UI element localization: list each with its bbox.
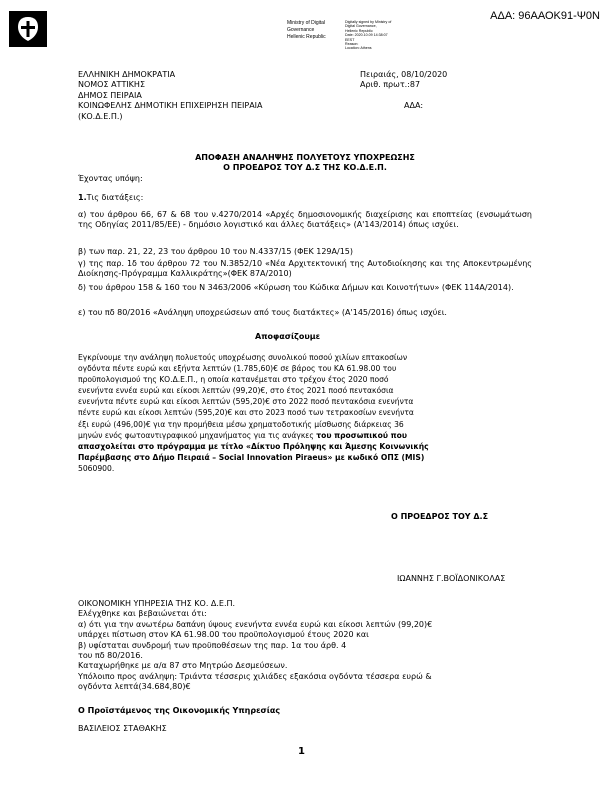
- decision-body: Εγκρίνουμε την ανάληψη πολυετούς υποχρέωσης συνολικού ποσού χιλίων επτακοσίων ογδόντα πέντε ευρώ και εξήντα λεπτών (1.785,60)€ σε βάρος του ΚΑ 61.98.00 του προϋπολογισμού της ΚΟ.Δ.Ε.Π., η οποία κατανέμεται στο τρέχον έτος 2020 ποσό ενενήντα εννέα ευρώ και είκοσι λεπτών (99,20)€, στο έτος 2021 ποσό πεντακόσια ενενήντα πέντε ευρώ και είκοσι λεπτών (595,20)€ στο 2022 ποσό πεντακόσια ενενήντα πέντε ευρώ και είκοσι λεπτών (595,20)€ και στο 2023 ποσό των τετρακοσίων ενενήντα έξι ευρώ (496,00)€ για την προμήθεια μέσω χρηματοδοτικής μίσθωσης διάρκειας 36 μηνών ενός φωτοαντιγραφικού μηχανήματος για τις ανάγκες του προσωπικού που απασχολείται στο πρόγραμμα με τίτλο «Δίκτυο Πρόληψης και Άμεσης Κοινωνικής Παρέμβασης στο Δήμο Πειραιά – Social Innovation Piraeus» με κωδικό ΟΠΣ (MIS) 5060900.: [78, 353, 429, 473]
- clause-b: β) των παρ. 21, 22, 23 του άρθρου 10 του Ν.4337/15 (ΦΕΚ 129Α/15): [78, 247, 353, 256]
- clause-c: γ) της παρ. 1δ του άρθρου 72 του Ν.3852/10 «Νέα Αρχιτεκτονική της Αυτοδιοίκησης και της Αποκεντρωμένης Διοίκησης-Πρόγραμμα Καλλικράτης»(ΦΕΚ 87Α/2010): [78, 259, 532, 279]
- president-name: ΙΩΑΝΝΗΣ Γ.ΒΟΪΔΟΝΙΚΟΛΑΣ: [397, 574, 506, 583]
- having-regard: Έχοντας υπόψη:: [78, 174, 143, 183]
- ministry-stamp: Ministry of Digital Governance Hellenic Republic: [287, 20, 326, 40]
- ada-code: ΑΔΑ: 96ΑΑΟΚ91-Ψ0Ν: [490, 10, 600, 22]
- finance-head-name: ΒΑΣΙΛΕΙΟΣ ΣΤΑΘΑΚΗΣ: [78, 724, 167, 733]
- provisions-heading: 1.Τις διατάξεις:: [78, 193, 144, 202]
- document-title: ΑΠΟΦΑΣΗ ΑΝΑΛΗΨΗΣ ΠΟΛΥΕΤΟΥΣ ΥΠΟΧΡΕΩΣΗΣ: [195, 153, 415, 162]
- document-subtitle: Ο ΠΡΟΕΔΡΟΣ ΤΟΥ Δ.Σ ΤΗΣ ΚΟ.Δ.Ε.Π.: [223, 163, 387, 172]
- issuer-block: ΕΛΛΗΝΙΚΗ ΔΗΜΟΚΡΑΤΙΑ ΝΟΜΟΣ ΑΤΤΙΚΗΣ ΔΗΜΟΣ ΠΕΙΡΑΙΑ ΚΟΙΝΩΦΕΛΗΣ ΔΗΜΟΤΙΚΗ ΕΠΙΧΕΙΡΗΣΗ ΠΕΙΡΑΙΑ (ΚΟ.Δ.Ε.Π.): [78, 70, 263, 121]
- digital-signature-block: Digitally signed by Ministry of Digital Governance, Hellenic Republic Date: 2020.10.09 14:38:07 EEST Reason: Location: Athens: [345, 20, 392, 51]
- clause-e: ε) του πδ 80/2016 «Ανάληψη υποχρεώσεων από τους διατάκτες» (Α'145/2016) όπως ισχύει.: [78, 308, 447, 317]
- finance-service-block: ΟΙΚΟΝΟΜΙΚΗ ΥΠΗΡΕΣΙΑ ΤΗΣ ΚΟ. Δ.Ε.Π. Ελέγχθηκε και βεβαιώνεται ότι: α) ότι για την ανωτέρω δαπάνη ύψους ενενήντα εννέα ευρώ και είκοσι λεπτών (99,20)€ υπάρχει πίστωση στον ΚΑ 61.98.00 του προϋπολογισμού έτους 2020 και β) υφίσταται συνδρομή των προϋποθέσεων της παρ. 1α του άρθ. 4 του πδ 80/2016. Καταχωρήθηκε με α/α 87 στο Μητρώο Δεσμεύσεων. Υπόλοιπο προς ανάληψη: Τριάντα τέσσερις χιλιάδες εξακόσια ογδόντα τέσσερα ευρώ & ογδόντα λεπτά(34.684,80)€: [78, 599, 433, 692]
- clause-d: δ) του άρθρου 158 & 160 του Ν 3463/2006 «Κύρωση του Κώδικα Δήμων και Κοινοτήτων» (ΦΕΚ 114Α/2014).: [78, 283, 514, 292]
- decide-heading: Αποφασίζουμε: [255, 332, 321, 341]
- ada-label: ΑΔΑ:: [404, 101, 424, 110]
- finance-head-title: Ο Προϊστάμενος της Οικονομικής Υπηρεσίας: [78, 706, 281, 715]
- clause-a: α) του άρθρου 66, 67 & 68 του ν.4270/2014 «Αρχές δημοσιονομικής διαχείρισης και εποπτείας (ενσωμάτωση της Οδηγίας 2011/85/ΕΕ) - δημόσιο λογιστικό και άλλες διατάξεις» (Α'143/2014) όπως ισχύει.: [78, 210, 532, 230]
- date-protocol-block: Πειραιάς, 08/10/2020 Αριθ. πρωτ.:87: [360, 70, 448, 90]
- president-title: Ο ΠΡΟΕΔΡΟΣ ΤΟΥ Δ.Σ: [391, 512, 489, 521]
- greek-coat-of-arms-icon: [9, 11, 47, 47]
- page-number: 1: [298, 746, 305, 757]
